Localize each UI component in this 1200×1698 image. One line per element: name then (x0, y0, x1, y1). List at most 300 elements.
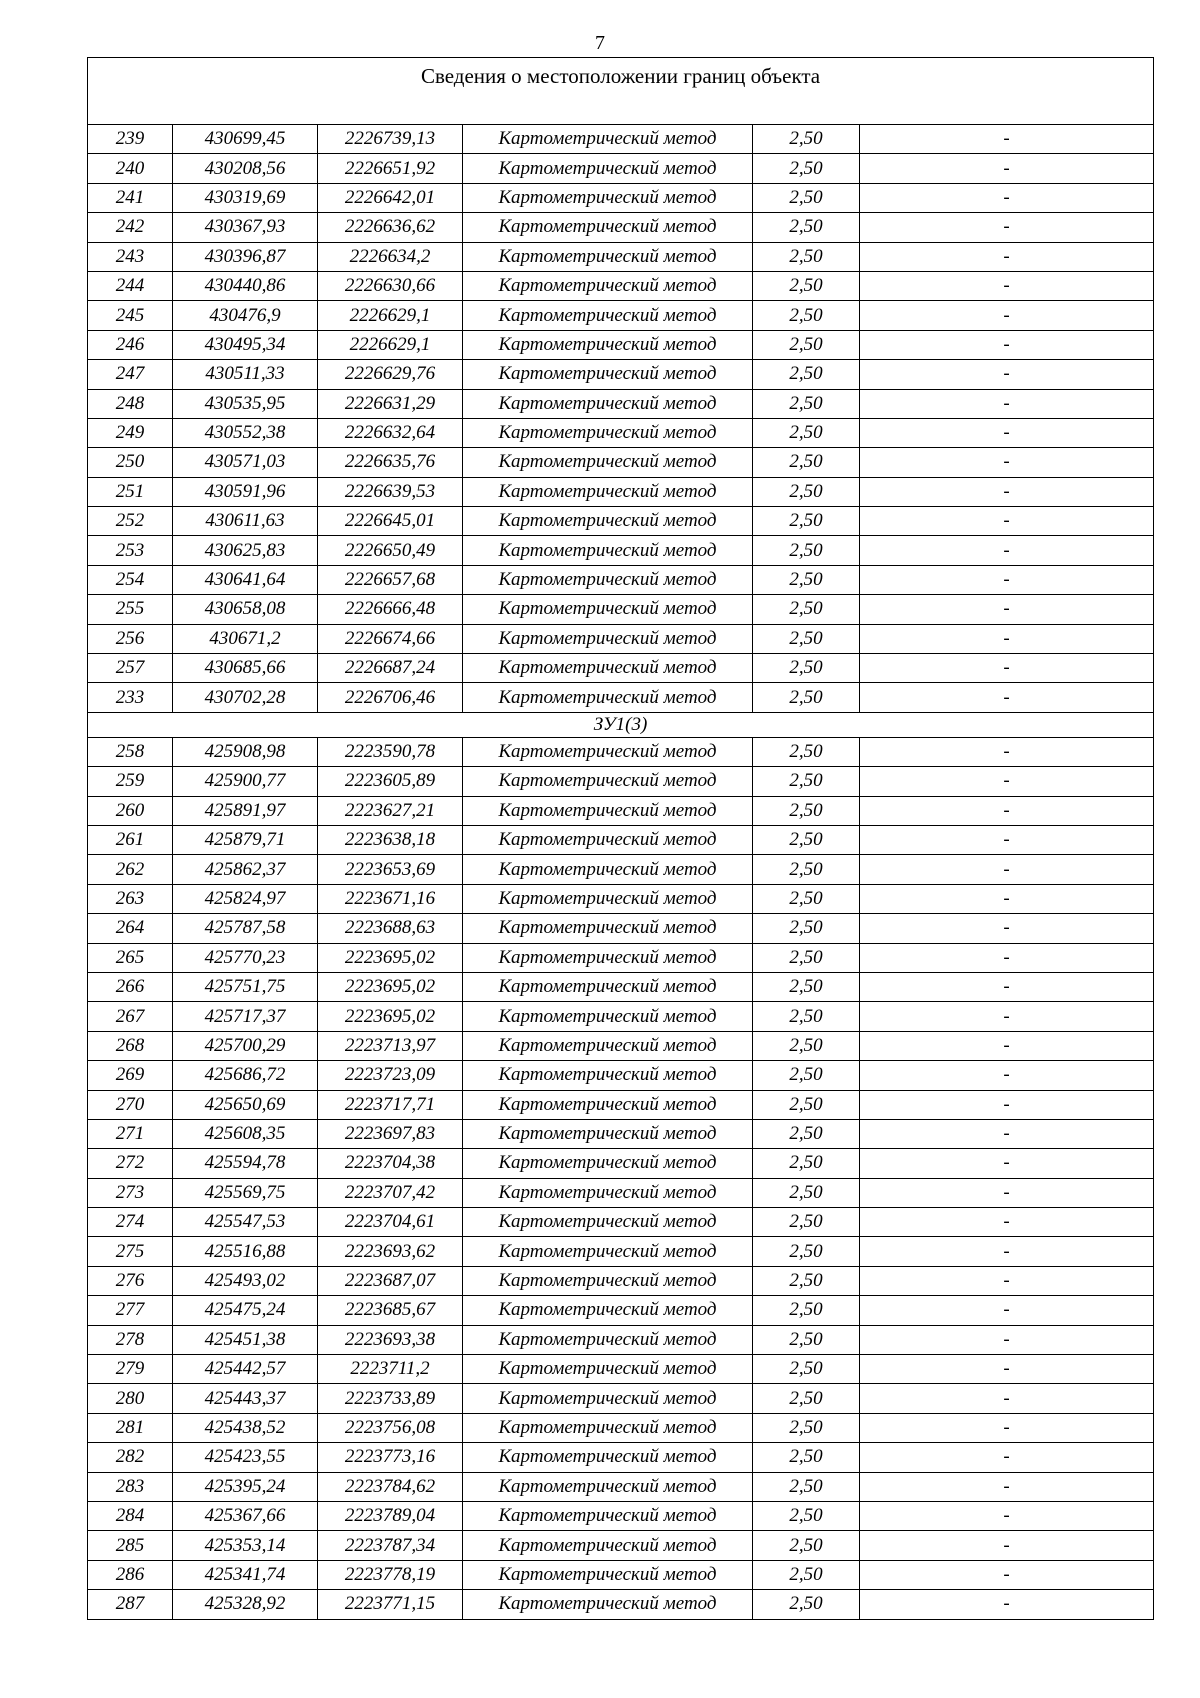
cell-description: - (860, 943, 1154, 972)
cell-coord-x: 425594,78 (173, 1149, 318, 1178)
cell-description: - (860, 154, 1154, 183)
cell-point-number: 262 (88, 855, 173, 884)
cell-coord-x: 425353,14 (173, 1531, 318, 1560)
cell-method: Картометрический метод (463, 183, 753, 212)
table-row (88, 1560, 1154, 1589)
cell-description: - (860, 1178, 1154, 1207)
cell-method: Картометрический метод (463, 477, 753, 506)
cell-method: Картометрический метод (463, 1472, 753, 1501)
cell-method: Картометрический метод (463, 1590, 753, 1619)
cell-method: Картометрический метод (463, 271, 753, 300)
cell-point-number: 271 (88, 1119, 173, 1148)
cell-description: - (860, 767, 1154, 796)
cell-description: - (860, 1531, 1154, 1560)
cell-coord-y: 2226687,24 (318, 654, 463, 683)
cell-coord-x: 425879,71 (173, 825, 318, 854)
cell-coord-x: 425423,55 (173, 1443, 318, 1472)
cell-method: Картометрический метод (463, 943, 753, 972)
cell-point-number: 266 (88, 972, 173, 1001)
cell-coord-x: 425569,75 (173, 1178, 318, 1207)
table-row (88, 1501, 1154, 1530)
cell-accuracy: 2,50 (753, 1090, 860, 1119)
cell-coord-y: 2226632,64 (318, 418, 463, 447)
cell-method: Картометрический метод (463, 1443, 753, 1472)
cell-point-number: 240 (88, 154, 173, 183)
table-row (88, 796, 1154, 825)
table-row (88, 1061, 1154, 1090)
cell-point-number: 252 (88, 507, 173, 536)
cell-coord-y: 2223711,2 (318, 1355, 463, 1384)
cell-coord-x: 425442,57 (173, 1355, 318, 1384)
cell-coord-x: 425367,66 (173, 1501, 318, 1530)
cell-coord-x: 425908,98 (173, 737, 318, 766)
table-title-row (88, 58, 1154, 125)
cell-description: - (860, 1296, 1154, 1325)
cell-coord-y: 2223773,16 (318, 1443, 463, 1472)
cell-description: - (860, 213, 1154, 242)
table-row (88, 242, 1154, 271)
cell-description: - (860, 1413, 1154, 1442)
cell-coord-y: 2223704,38 (318, 1149, 463, 1178)
cell-accuracy: 2,50 (753, 477, 860, 506)
table-row (88, 884, 1154, 913)
cell-accuracy: 2,50 (753, 855, 860, 884)
cell-coord-y: 2223627,21 (318, 796, 463, 825)
table-row (88, 767, 1154, 796)
cell-method: Картометрический метод (463, 796, 753, 825)
cell-coord-x: 430440,86 (173, 271, 318, 300)
table-row (88, 737, 1154, 766)
cell-coord-y: 2223685,67 (318, 1296, 463, 1325)
cell-coord-y: 2226706,46 (318, 683, 463, 712)
cell-coord-y: 2223695,02 (318, 1002, 463, 1031)
cell-coord-y: 2226639,53 (318, 477, 463, 506)
cell-description: - (860, 1061, 1154, 1090)
cell-accuracy: 2,50 (753, 330, 860, 359)
cell-accuracy: 2,50 (753, 1355, 860, 1384)
cell-coord-x: 425516,88 (173, 1237, 318, 1266)
cell-accuracy: 2,50 (753, 1384, 860, 1413)
cell-coord-y: 2223688,63 (318, 914, 463, 943)
cell-coord-y: 2226650,49 (318, 536, 463, 565)
cell-coord-x: 425686,72 (173, 1061, 318, 1090)
cell-method: Картометрический метод (463, 448, 753, 477)
cell-method: Картометрический метод (463, 1501, 753, 1530)
cell-coord-y: 2223733,89 (318, 1384, 463, 1413)
cell-coord-y: 2223693,62 (318, 1237, 463, 1266)
cell-accuracy: 2,50 (753, 183, 860, 212)
table-row (88, 914, 1154, 943)
cell-description: - (860, 1443, 1154, 1472)
cell-point-number: 250 (88, 448, 173, 477)
cell-coord-x: 425443,37 (173, 1384, 318, 1413)
table-row (88, 1208, 1154, 1237)
table-row (88, 1266, 1154, 1295)
cell-method: Картометрический метод (463, 1208, 753, 1237)
table-row (88, 1237, 1154, 1266)
cell-method: Картометрический метод (463, 1560, 753, 1589)
cell-accuracy: 2,50 (753, 1178, 860, 1207)
table-body (88, 58, 1154, 1620)
cell-method: Картометрический метод (463, 972, 753, 1001)
cell-accuracy: 2,50 (753, 737, 860, 766)
cell-coord-y: 2226739,13 (318, 125, 463, 154)
cell-accuracy: 2,50 (753, 154, 860, 183)
cell-method: Картометрический метод (463, 1002, 753, 1031)
cell-coord-y: 2226651,92 (318, 154, 463, 183)
cell-point-number: 270 (88, 1090, 173, 1119)
cell-coord-y: 2226674,66 (318, 624, 463, 653)
cell-coord-x: 425547,53 (173, 1208, 318, 1237)
cell-method: Картометрический метод (463, 737, 753, 766)
cell-accuracy: 2,50 (753, 448, 860, 477)
cell-description: - (860, 1501, 1154, 1530)
cell-accuracy: 2,50 (753, 683, 860, 712)
cell-coord-x: 430671,2 (173, 624, 318, 653)
cell-method: Картометрический метод (463, 360, 753, 389)
cell-description: - (860, 1590, 1154, 1619)
cell-method: Картометрический метод (463, 1384, 753, 1413)
cell-accuracy: 2,50 (753, 1325, 860, 1354)
cell-description: - (860, 1384, 1154, 1413)
cell-point-number: 248 (88, 389, 173, 418)
cell-method: Картометрический метод (463, 825, 753, 854)
cell-accuracy: 2,50 (753, 418, 860, 447)
cell-description: - (860, 360, 1154, 389)
cell-method: Картометрический метод (463, 1119, 753, 1148)
cell-coord-x: 430319,69 (173, 183, 318, 212)
cell-method: Картометрический метод (463, 595, 753, 624)
cell-coord-y: 2226645,01 (318, 507, 463, 536)
cell-point-number: 239 (88, 125, 173, 154)
cell-accuracy: 2,50 (753, 1237, 860, 1266)
cell-coord-x: 425608,35 (173, 1119, 318, 1148)
table-row (88, 1119, 1154, 1148)
cell-coord-x: 425700,29 (173, 1031, 318, 1060)
cell-description: - (860, 183, 1154, 212)
cell-accuracy: 2,50 (753, 536, 860, 565)
cell-point-number: 274 (88, 1208, 173, 1237)
cell-coord-y: 2226642,01 (318, 183, 463, 212)
cell-description: - (860, 624, 1154, 653)
cell-accuracy: 2,50 (753, 213, 860, 242)
cell-coord-x: 425891,97 (173, 796, 318, 825)
cell-coord-y: 2223590,78 (318, 737, 463, 766)
cell-accuracy: 2,50 (753, 884, 860, 913)
cell-point-number: 263 (88, 884, 173, 913)
cell-accuracy: 2,50 (753, 360, 860, 389)
table-row (88, 125, 1154, 154)
cell-coord-y: 2223695,02 (318, 972, 463, 1001)
cell-accuracy: 2,50 (753, 1590, 860, 1619)
cell-point-number: 258 (88, 737, 173, 766)
cell-accuracy: 2,50 (753, 125, 860, 154)
cell-description: - (860, 855, 1154, 884)
cell-point-number: 273 (88, 1178, 173, 1207)
cell-accuracy: 2,50 (753, 389, 860, 418)
cell-description: - (860, 507, 1154, 536)
cell-point-number: 261 (88, 825, 173, 854)
cell-coord-y: 2226631,29 (318, 389, 463, 418)
cell-coord-x: 425751,75 (173, 972, 318, 1001)
cell-coord-y: 2226635,76 (318, 448, 463, 477)
cell-point-number: 255 (88, 595, 173, 624)
cell-point-number: 233 (88, 683, 173, 712)
cell-point-number: 241 (88, 183, 173, 212)
cell-coord-y: 2223653,69 (318, 855, 463, 884)
cell-method: Картометрический метод (463, 242, 753, 271)
cell-coord-x: 430685,66 (173, 654, 318, 683)
cell-point-number: 278 (88, 1325, 173, 1354)
cell-method: Картометрический метод (463, 1237, 753, 1266)
cell-point-number: 254 (88, 565, 173, 594)
cell-description: - (860, 1560, 1154, 1589)
cell-description: - (860, 242, 1154, 271)
table-row (88, 1472, 1154, 1501)
cell-coord-x: 430535,95 (173, 389, 318, 418)
cell-description: - (860, 972, 1154, 1001)
cell-description: - (860, 330, 1154, 359)
cell-description: - (860, 1149, 1154, 1178)
cell-method: Картометрический метод (463, 1296, 753, 1325)
table-row (88, 183, 1154, 212)
cell-accuracy: 2,50 (753, 1560, 860, 1589)
cell-method: Картометрический метод (463, 1413, 753, 1442)
table-row (88, 360, 1154, 389)
cell-point-number: 260 (88, 796, 173, 825)
cell-method: Картометрический метод (463, 1266, 753, 1295)
cell-point-number: 286 (88, 1560, 173, 1589)
cell-coord-y: 2223778,19 (318, 1560, 463, 1589)
cell-point-number: 272 (88, 1149, 173, 1178)
cell-method: Картометрический метод (463, 565, 753, 594)
cell-coord-x: 430476,9 (173, 301, 318, 330)
cell-accuracy: 2,50 (753, 271, 860, 300)
table-row (88, 330, 1154, 359)
cell-description: - (860, 1119, 1154, 1148)
cell-method: Картометрический метод (463, 301, 753, 330)
table-row (88, 389, 1154, 418)
cell-coord-y: 2226657,68 (318, 565, 463, 594)
table-row (88, 595, 1154, 624)
cell-method: Картометрический метод (463, 125, 753, 154)
table-row (88, 1531, 1154, 1560)
cell-accuracy: 2,50 (753, 654, 860, 683)
table-row (88, 448, 1154, 477)
cell-coord-y: 2223671,16 (318, 884, 463, 913)
cell-method: Картометрический метод (463, 389, 753, 418)
table-row (88, 418, 1154, 447)
table-title: Сведения о местоположении границ объекта (88, 58, 1154, 125)
cell-coord-x: 425650,69 (173, 1090, 318, 1119)
cell-coord-y: 2226636,62 (318, 213, 463, 242)
cell-coord-x: 425824,97 (173, 884, 318, 913)
table-row (88, 213, 1154, 242)
cell-accuracy: 2,50 (753, 943, 860, 972)
cell-coord-x: 430641,64 (173, 565, 318, 594)
cell-method: Картометрический метод (463, 154, 753, 183)
cell-method: Картометрический метод (463, 1178, 753, 1207)
cell-coord-y: 2226630,66 (318, 271, 463, 300)
table-row (88, 1384, 1154, 1413)
cell-point-number: 276 (88, 1266, 173, 1295)
table-row (88, 1031, 1154, 1060)
cell-coord-y: 2223695,02 (318, 943, 463, 972)
cell-description: - (860, 271, 1154, 300)
cell-method: Картометрический метод (463, 507, 753, 536)
cell-method: Картометрический метод (463, 1531, 753, 1560)
cell-accuracy: 2,50 (753, 507, 860, 536)
cell-coord-x: 430367,93 (173, 213, 318, 242)
cell-method: Картометрический метод (463, 1355, 753, 1384)
cell-method: Картометрический метод (463, 914, 753, 943)
cell-point-number: 279 (88, 1355, 173, 1384)
cell-coord-x: 425717,37 (173, 1002, 318, 1031)
cell-point-number: 249 (88, 418, 173, 447)
cell-coord-x: 425787,58 (173, 914, 318, 943)
cell-accuracy: 2,50 (753, 1413, 860, 1442)
cell-accuracy: 2,50 (753, 972, 860, 1001)
cell-point-number: 246 (88, 330, 173, 359)
table-row (88, 1590, 1154, 1619)
cell-coord-x: 430396,87 (173, 242, 318, 271)
table-row (88, 683, 1154, 712)
cell-description: - (860, 825, 1154, 854)
cell-point-number: 285 (88, 1531, 173, 1560)
cell-accuracy: 2,50 (753, 796, 860, 825)
cell-coord-y: 2223704,61 (318, 1208, 463, 1237)
cell-method: Картометрический метод (463, 884, 753, 913)
cell-accuracy: 2,50 (753, 1119, 860, 1148)
cell-description: - (860, 914, 1154, 943)
cell-point-number: 269 (88, 1061, 173, 1090)
cell-method: Картометрический метод (463, 1325, 753, 1354)
cell-coord-x: 425770,23 (173, 943, 318, 972)
section-label: ЗУ1(3) (88, 712, 1154, 737)
table-row (88, 825, 1154, 854)
cell-accuracy: 2,50 (753, 1266, 860, 1295)
cell-point-number: 253 (88, 536, 173, 565)
cell-coord-y: 2226666,48 (318, 595, 463, 624)
cell-point-number: 265 (88, 943, 173, 972)
cell-coord-x: 425451,38 (173, 1325, 318, 1354)
cell-description: - (860, 1208, 1154, 1237)
cell-point-number: 267 (88, 1002, 173, 1031)
table-row (88, 1296, 1154, 1325)
cell-point-number: 287 (88, 1590, 173, 1619)
cell-coord-y: 2223713,97 (318, 1031, 463, 1060)
cell-accuracy: 2,50 (753, 624, 860, 653)
cell-coord-x: 430495,34 (173, 330, 318, 359)
page-number: 7 (595, 32, 605, 54)
cell-coord-y: 2223693,38 (318, 1325, 463, 1354)
cell-coord-y: 2223717,71 (318, 1090, 463, 1119)
table-row (88, 154, 1154, 183)
boundary-points-table (87, 57, 1154, 1620)
cell-accuracy: 2,50 (753, 1501, 860, 1530)
cell-coord-x: 430611,63 (173, 507, 318, 536)
cell-point-number: 277 (88, 1296, 173, 1325)
cell-description: - (860, 1090, 1154, 1119)
cell-coord-x: 430625,83 (173, 536, 318, 565)
cell-accuracy: 2,50 (753, 595, 860, 624)
cell-coord-x: 425493,02 (173, 1266, 318, 1295)
table-row (88, 972, 1154, 1001)
cell-accuracy: 2,50 (753, 1031, 860, 1060)
cell-accuracy: 2,50 (753, 1472, 860, 1501)
cell-description: - (860, 301, 1154, 330)
cell-coord-x: 425862,37 (173, 855, 318, 884)
cell-point-number: 242 (88, 213, 173, 242)
cell-method: Картометрический метод (463, 855, 753, 884)
cell-description: - (860, 125, 1154, 154)
table-row (88, 536, 1154, 565)
table-row (88, 1443, 1154, 1472)
table-row (88, 1355, 1154, 1384)
cell-coord-x: 430699,45 (173, 125, 318, 154)
cell-method: Картометрический метод (463, 683, 753, 712)
cell-method: Картометрический метод (463, 767, 753, 796)
cell-method: Картометрический метод (463, 1149, 753, 1178)
cell-coord-y: 2223756,08 (318, 1413, 463, 1442)
cell-description: - (860, 796, 1154, 825)
cell-point-number: 251 (88, 477, 173, 506)
table-row (88, 624, 1154, 653)
cell-point-number: 247 (88, 360, 173, 389)
cell-coord-x: 430702,28 (173, 683, 318, 712)
section-header-row (88, 712, 1154, 737)
cell-method: Картометрический метод (463, 1061, 753, 1090)
cell-description: - (860, 683, 1154, 712)
cell-coord-x: 430208,56 (173, 154, 318, 183)
cell-accuracy: 2,50 (753, 914, 860, 943)
cell-description: - (860, 595, 1154, 624)
cell-point-number: 281 (88, 1413, 173, 1442)
cell-method: Картометрический метод (463, 624, 753, 653)
cell-accuracy: 2,50 (753, 1208, 860, 1237)
cell-accuracy: 2,50 (753, 242, 860, 271)
cell-accuracy: 2,50 (753, 1149, 860, 1178)
cell-accuracy: 2,50 (753, 767, 860, 796)
cell-description: - (860, 1002, 1154, 1031)
cell-coord-x: 430571,03 (173, 448, 318, 477)
cell-coord-x: 425341,74 (173, 1560, 318, 1589)
table-row (88, 1178, 1154, 1207)
cell-description: - (860, 1355, 1154, 1384)
cell-coord-x: 425475,24 (173, 1296, 318, 1325)
cell-coord-x: 425438,52 (173, 1413, 318, 1442)
table-row (88, 855, 1154, 884)
cell-coord-x: 430552,38 (173, 418, 318, 447)
table-row (88, 507, 1154, 536)
table-row (88, 943, 1154, 972)
cell-coord-y: 2223687,07 (318, 1266, 463, 1295)
cell-coord-y: 2223707,42 (318, 1178, 463, 1207)
table-row (88, 301, 1154, 330)
table-row (88, 271, 1154, 300)
cell-description: - (860, 536, 1154, 565)
cell-accuracy: 2,50 (753, 301, 860, 330)
cell-method: Картометрический метод (463, 536, 753, 565)
cell-point-number: 244 (88, 271, 173, 300)
cell-accuracy: 2,50 (753, 1061, 860, 1090)
cell-coord-x: 430511,33 (173, 360, 318, 389)
cell-description: - (860, 884, 1154, 913)
cell-coord-x: 425900,77 (173, 767, 318, 796)
cell-method: Картометрический метод (463, 654, 753, 683)
cell-point-number: 245 (88, 301, 173, 330)
table-row (88, 477, 1154, 506)
